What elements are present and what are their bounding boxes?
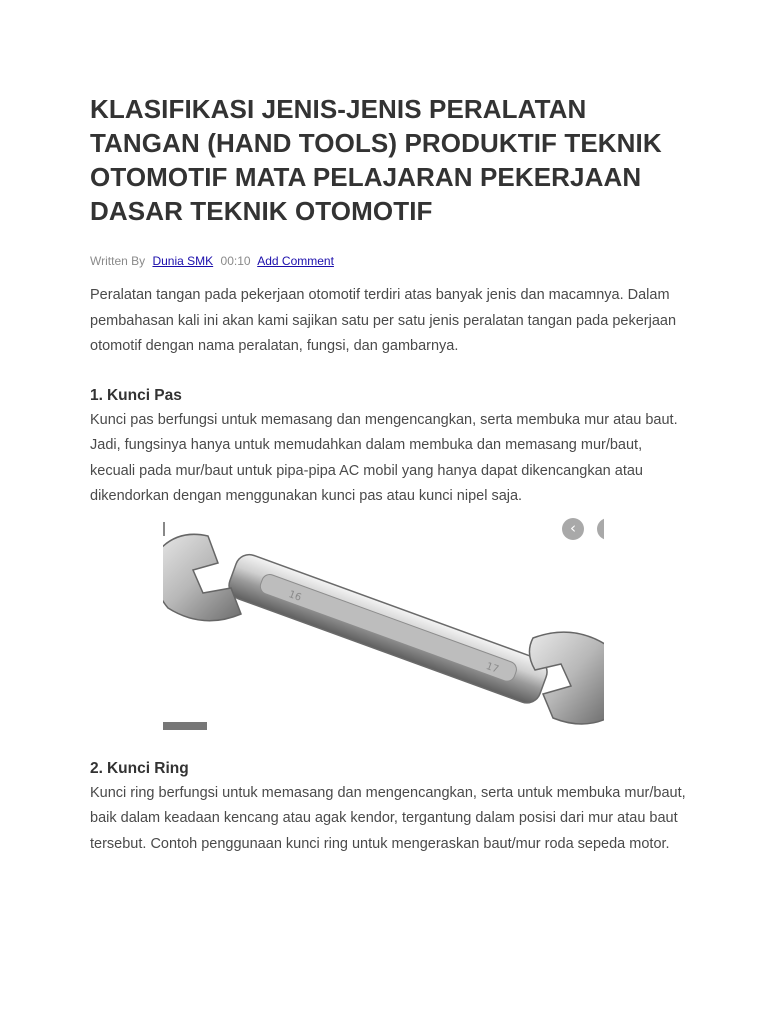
section-heading-kunci-ring (90, 758, 690, 780)
section-text-kunci-ring: Kunci ring berfungsi untuk memasang dan mengencangkan, serta untuk membuka mur/baut, baik dalam keadaan kencang atau agak kendor, tergantung dalam posisi dari mur atau baut tersebut. Contoh penggunaan kunci ring untuk mengeraskan baut/mur roda sepeda motor. (90, 784, 686, 852)
chevron-right-icon[interactable] (597, 518, 604, 540)
slider-edge-marker (163, 522, 165, 536)
section-heading-kunci-pas (90, 385, 690, 407)
add-comment-link[interactable]: Add Comment (257, 254, 334, 268)
author-link[interactable]: Dunia SMK (152, 254, 214, 268)
written-by-label: Written By (90, 254, 146, 268)
svg-text:16: 16 (286, 589, 303, 604)
article (90, 92, 690, 857)
byline (90, 252, 690, 270)
intro-paragraph: Peralatan tangan pada pekerjaan otomotif terdiri atas banyak jenis dan macamnya. Dalam pembahasan kali ini akan kami sajikan satu per satu jenis peralatan tangan pada pekerjaan otomotif dengan nama peralatan, fungsi, dan gambarnya. (90, 287, 677, 354)
section-title: Kunci Pas (106, 386, 182, 404)
image-slider[interactable] (163, 518, 604, 730)
post-time: 00:10 (220, 254, 251, 268)
section-text-kunci-pas: Kunci pas berfungsi untuk memasang dan mengencangkan, serta membuka mur atau baut. Jadi, fungsinya hanya untuk memudahkan dalam membuka dan memasang mur/baut, kecuali pada mur/baut untuk pipa-pipa AC mobil yang hanya dapat dikencangkan atau dikendorkan dengan menggunakan kunci pas atau kunci nipel saja. (90, 411, 678, 504)
section-number: 2. (90, 759, 103, 777)
section-title: Kunci Ring (106, 759, 189, 777)
wrench-image (163, 518, 604, 730)
chevron-left-icon[interactable]: ‹ (562, 518, 584, 540)
article-title: KLASIFIKASI JENIS-JENIS PERALATAN TANGAN (HAND TOOLS) PRODUKTIF TEKNIK OTOMOTIF MATA PELAJARAN PEKERJAAN DASAR TEKNIK OTOMOTIF (90, 94, 662, 226)
slider-caption-bar (163, 722, 207, 730)
svg-text:17: 17 (484, 660, 501, 676)
section-number: 1. (90, 386, 103, 404)
